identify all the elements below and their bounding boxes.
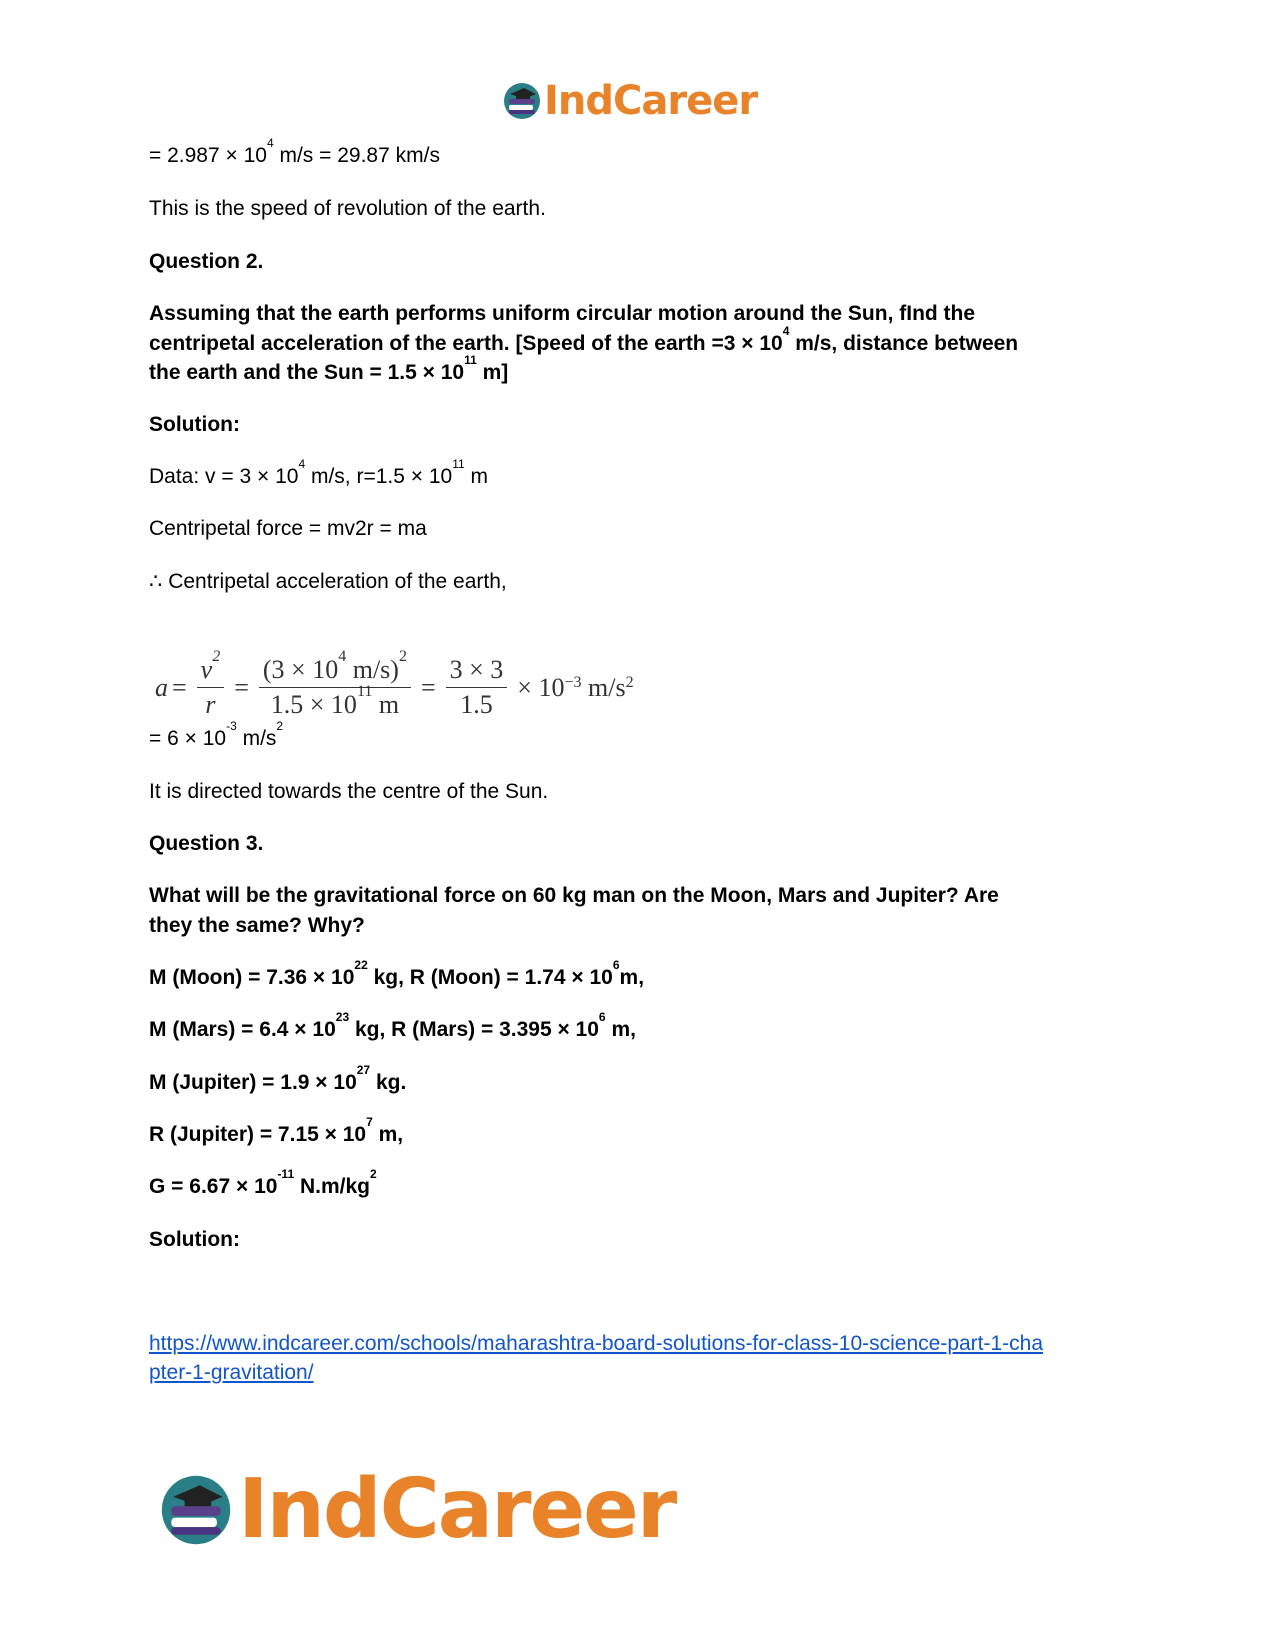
formula-equals: =	[420, 672, 436, 702]
formula-equals: =	[172, 672, 187, 702]
formula-fraction-2-numerator: ($3 \times 10^4$ m/s)$^2$	[259, 655, 411, 688]
centripetal-force-line: Centripetal force = mv2r = ma	[149, 517, 427, 540]
question-3-text: What will be the gravitational force on 60 kg man on the Moon, Mars and Jupiter? Are	[149, 884, 999, 907]
question-2-text: Assuming that the earth performs uniform circular motion around the Sun, fInd the	[149, 302, 976, 325]
formula-tail: × $10^{-3}$ $m/s^2$	[517, 672, 634, 702]
footer-link-line-1	[149, 1329, 1043, 1359]
mars-data-line: M (Mars) = $6.4 \times 10^{23}$ kg, R (Mars) = $3.395 \times 10^6$ m,	[149, 1010, 636, 1041]
speed-description: This is the speed of revolution of the earth.	[149, 197, 546, 220]
therefore-line: ∴ Centripetal acceleration of the earth,	[149, 570, 507, 593]
logo-wordmark: IndCareer	[238, 1462, 676, 1557]
gravitational-constant-line: $G = 6.67 \times 10^{-11}$ $N.m/kg^2$	[149, 1167, 377, 1198]
indcareer-logo-top	[502, 78, 757, 124]
question-2-text: the earth and the Sun = $1.5 \times 10^{11}$ m]	[149, 353, 509, 384]
data-line: Data: $v = 3 \times 10^4$ m/s, $r=1.5 \times 10^{11}$ m	[149, 457, 488, 488]
acceleration-formula	[155, 648, 638, 720]
formula-fraction-2-denominator: $1.5 \times 10^{11}$ m	[270, 683, 400, 719]
moon-data-line: M (Moon) = $7.36 \times 10^{22}$ kg, R (Moon) = $1.74 \times 10^6m$,	[149, 958, 645, 989]
jupiter-mass-line: M (Jupiter) = $1.9 \times 10^{27}$ kg.	[149, 1063, 407, 1094]
book-graduation-cap-icon	[158, 1472, 234, 1548]
direction-line: It is directed towards the centre of the Sun.	[149, 780, 549, 803]
indcareer-logo-bottom	[158, 1462, 675, 1557]
footer-link-line-2	[149, 1358, 314, 1388]
formula-fraction-1-numerator: $v^2$	[197, 655, 225, 688]
formula-equals: =	[234, 672, 249, 702]
footer-link[interactable]: pter-1-gravitation/	[149, 1361, 314, 1384]
formula-fraction-2	[259, 648, 411, 720]
acceleration-result: = $6 \times 10^{-3}$ $m/s^2$	[149, 719, 284, 750]
formula-fraction-1-denominator: r	[205, 690, 216, 719]
formula-lhs: a	[155, 672, 168, 702]
speed-result-line: = $2.987 \times 10^4$ m/s = 29.87 km/s	[149, 136, 440, 167]
question-3-text: they the same? Why?	[149, 914, 365, 937]
footer-link[interactable]: https://www.indcareer.com/schools/maharashtra-board-solutions-for-class-10-science-part-1-cha	[149, 1332, 1044, 1355]
book-graduation-cap-icon	[502, 81, 542, 121]
formula-fraction-3-numerator: 3 × 3	[446, 655, 508, 688]
jupiter-radius-line: R (Jupiter) = $7.15 \times 10^7$ m,	[149, 1115, 404, 1146]
question-3-heading: Question 3.	[149, 832, 264, 855]
solution-heading: Solution:	[149, 413, 240, 436]
logo-wordmark: IndCareer	[544, 78, 758, 124]
solution-heading: Solution:	[149, 1228, 240, 1251]
formula-fraction-1	[197, 648, 225, 720]
formula-fraction-3-denominator: 1.5	[460, 690, 493, 719]
question-2-heading: Question 2.	[149, 250, 264, 273]
question-2-text: centripetal acceleration of the earth. [Speed of the earth $=3 \times 10^4$ m/s, distance between	[149, 324, 1019, 355]
formula-fraction-3	[446, 655, 508, 720]
